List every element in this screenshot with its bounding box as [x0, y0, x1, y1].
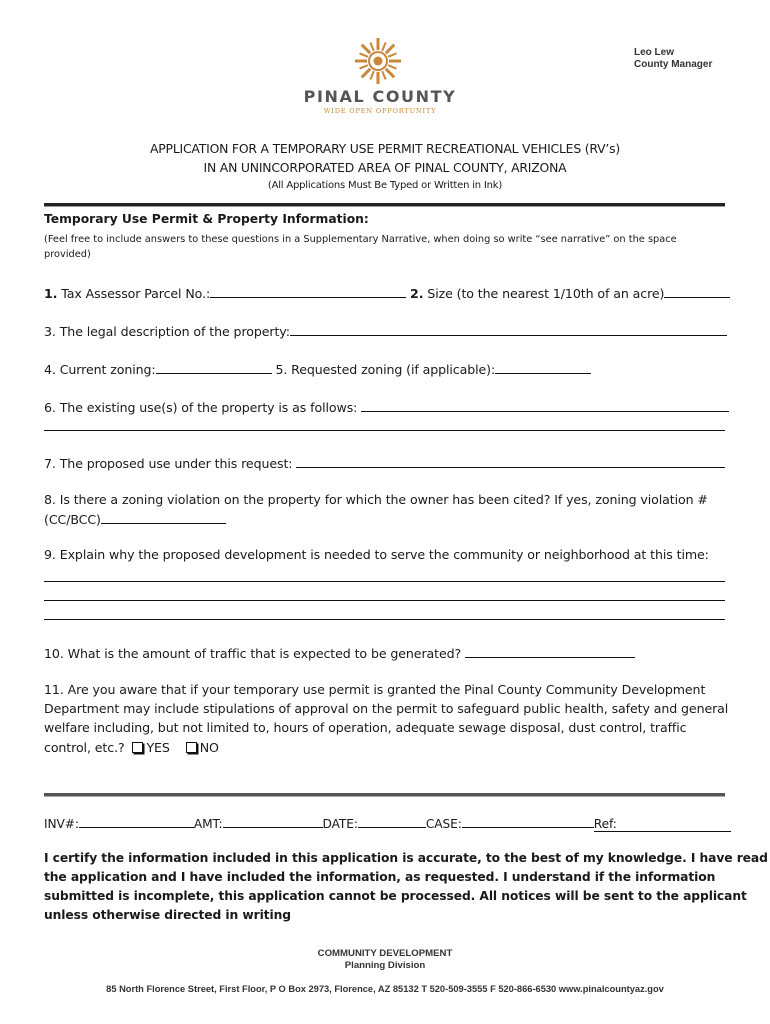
explanation-line-3[interactable]	[44, 619, 725, 620]
size-acres-field[interactable]	[664, 283, 730, 298]
no-checkbox[interactable]	[186, 742, 197, 753]
cert-line-1: I certify the information included in this application is accurate, to the best of my knowledge. I have read	[44, 851, 768, 865]
amt-label: AMT:	[193, 817, 223, 831]
existing-use-line-2[interactable]	[44, 430, 725, 431]
ref-field[interactable]	[594, 817, 731, 832]
explanation-line-1[interactable]	[44, 581, 725, 582]
traffic-field[interactable]	[465, 643, 635, 658]
cert-line-2: the application and I have included the information, as requested. I understand if the information	[44, 870, 716, 884]
manager-title: County Manager	[634, 59, 713, 70]
yes-label: YES	[146, 739, 170, 755]
subnote-line-1: (Feel free to include answers to these questions in a Supplementary Narrative, when doing so write “see narrative” on the space	[44, 234, 677, 245]
q11-line-2: Department may include stipulations of approval on the permit to safeguard public health, safety and general	[44, 701, 729, 717]
top-divider	[44, 203, 725, 206]
question-9: 9. Explain why the proposed development is needed to serve the community or neighborhood at this time:	[44, 547, 709, 562]
footer-address: 85 North Florence Street, First Floor, P O Box 2973, Florence, AZ 85132 T 520-509-3555 F 520-866-6530 www.pinalcountyaz.gov	[106, 984, 664, 994]
cert-line-3: submitted is incomplete, this application cannot be processed. All notices will be sent to the applicant	[44, 889, 747, 903]
title-line-1: APPLICATION FOR A TEMPORARY USE PERMIT RECREATIONAL VEHICLES (RV’s)	[150, 141, 620, 156]
case-label: CASE:	[425, 817, 462, 831]
title-note: (All Applications Must Be Typed or Written in Ink)	[267, 180, 503, 191]
yes-checkbox[interactable]	[132, 742, 143, 753]
question-6	[44, 397, 729, 415]
manager-block	[634, 47, 712, 71]
proposed-use-field[interactable]	[296, 453, 725, 468]
no-label: NO	[199, 739, 219, 755]
manager-name: Leo Lew	[634, 47, 675, 58]
case-field[interactable]	[462, 813, 594, 828]
county-logo	[290, 36, 470, 118]
date-field[interactable]	[358, 813, 426, 828]
inv-label: INV#:	[44, 817, 79, 831]
violation-number-field[interactable]	[101, 509, 226, 524]
q8-line-1: 8. Is there a zoning violation on the property for which the owner has been cited? If yes, zoning violation #	[44, 492, 708, 507]
footer-division: Planning Division	[344, 960, 426, 971]
question-4-5	[44, 359, 591, 377]
question-8	[44, 490, 708, 529]
logo-tagline: WIDE OPEN OPPORTUNITY	[323, 107, 437, 115]
q11-line-3: welfare including, but not limited to, hours of operation, adequate sewage disposal, dust control, traffic	[44, 720, 687, 736]
q6-label: 6. The existing use(s) of the property is as follows:	[44, 400, 358, 415]
legal-description-field[interactable]	[290, 321, 727, 336]
office-use-row	[44, 813, 731, 832]
q1-label: Tax Assessor Parcel No.:	[61, 286, 211, 301]
inv-field[interactable]	[79, 813, 194, 828]
form-title	[0, 140, 770, 195]
logo-name: PINAL COUNTY	[303, 87, 457, 106]
parcel-number-field[interactable]	[210, 283, 406, 298]
section-heading: Temporary Use Permit & Property Information:	[44, 212, 369, 226]
q3-label: 3. The legal description of the property:	[44, 324, 290, 339]
footer-dept-name: COMMUNITY DEVELOPMENT	[317, 948, 453, 959]
current-zoning-field[interactable]	[156, 359, 272, 374]
q7-label: 7. The proposed use under this request:	[44, 456, 293, 471]
amt-field[interactable]	[223, 813, 323, 828]
q10-label: 10. What is the amount of traffic that is expected to be generated?	[44, 646, 462, 661]
question-7	[44, 453, 725, 471]
section-subnote	[44, 232, 677, 262]
explanation-line-2[interactable]	[44, 600, 725, 601]
subnote-line-2: provided)	[44, 249, 91, 260]
sun-emblem-icon	[353, 36, 403, 86]
question-1-2	[44, 283, 730, 301]
q8-line-2: (CC/BCC)	[44, 512, 101, 527]
q2-number: 2.	[410, 286, 424, 301]
q5-label: 5. Requested zoning (if applicable):	[275, 362, 496, 377]
q4-label: 4. Current zoning:	[44, 362, 156, 377]
ref-label: Ref:	[593, 817, 617, 831]
question-3	[44, 321, 727, 339]
q11-line-4: control, etc.?	[44, 739, 125, 755]
title-line-2: IN AN UNINCORPORATED AREA OF PINAL COUNTY, ARIZONA	[203, 159, 567, 175]
existing-use-field[interactable]	[361, 397, 729, 412]
certification-statement	[44, 849, 768, 925]
requested-zoning-field[interactable]	[495, 359, 591, 374]
cert-line-4: unless otherwise directed in writing	[44, 908, 291, 922]
office-divider	[44, 793, 725, 796]
question-11	[44, 680, 728, 757]
q1-number: 1.	[44, 286, 58, 301]
q2-label: Size (to the nearest 1/10th of an acre)	[427, 286, 665, 301]
date-label: DATE:	[322, 817, 358, 831]
q11-line-1: 11. Are you aware that if your temporary use permit is granted the Pinal County Community Development	[44, 682, 706, 697]
footer-dept	[0, 948, 770, 972]
question-10	[44, 643, 635, 661]
